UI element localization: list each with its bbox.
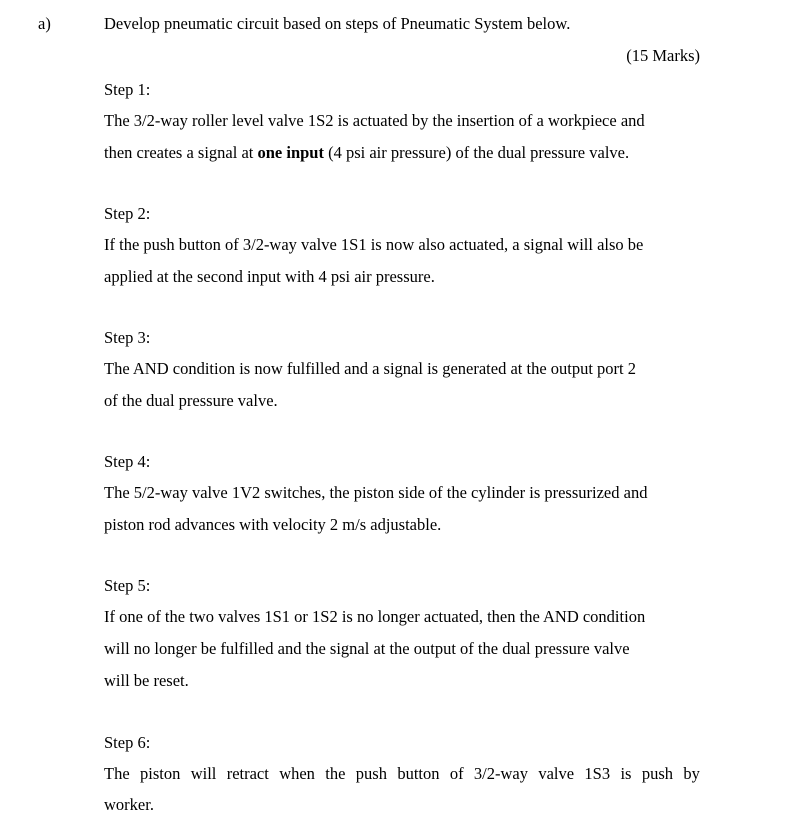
word: when [279,764,315,783]
step-1-line-2 [104,143,629,163]
step-3-line-1: The AND condition is now fulfilled and a signal is generated at the output port 2 [104,359,637,378]
step-5-line-2: will no longer be fulfilled and the signal at the output of the dual pressure valve [104,639,630,658]
step-3-line-2: of the dual pressure valve. [104,391,278,410]
word: 1S3 [584,764,611,783]
step-6-line-2: worker. [104,795,154,814]
word: The [104,764,130,783]
word: retract [226,764,269,783]
word: button [397,764,440,783]
step-5-line-1: If one of the two valves 1S1 or 1S2 is no longer actuated, then the AND condition [104,607,646,626]
word: push [641,764,673,783]
word: of [449,764,464,783]
step-3-title: Step 3: [104,328,151,347]
step-2-title: Step 2: [104,204,151,223]
marks-label: (15 Marks) [626,46,700,65]
word: will [190,764,217,783]
word: is [620,764,632,783]
step-5-title: Step 5: [104,576,151,595]
step-1-line-1: The 3/2-way roller level valve 1S2 is actuated by the insertion of a workpiece and [104,111,645,130]
step-2-line-2: applied at the second input with 4 psi air pressure. [104,267,435,286]
word: 3/2-way [473,764,528,783]
step-2-line-1: If the push button of 3/2-way valve 1S1 is now also actuated, a signal will also be [104,235,644,254]
step-4-title: Step 4: [104,452,151,471]
question-number: a) [38,14,51,33]
step-4-line-1: The 5/2-way valve 1V2 switches, the piston side of the cylinder is pressurized and [104,483,648,502]
step-1-emphasis: one input [257,143,324,162]
word: piston [140,764,181,783]
step-1-title: Step 1: [104,80,151,99]
word: by [683,764,700,783]
step-1-line-2-after: (4 psi air pressure) of the dual pressure valve. [323,143,630,162]
step-4-line-2: piston rod advances with velocity 2 m/s adjustable. [104,515,442,534]
word: push [355,764,387,783]
step-5-line-3: will be reset. [104,671,189,690]
question-intro: Develop pneumatic circuit based on steps of Pneumatic System below. [104,14,571,33]
word: the [325,764,346,783]
step-6-line-1 [104,764,700,784]
step-1-line-2-before: then creates a signal at [104,143,258,162]
word: valve [538,764,575,783]
step-6-title: Step 6: [104,733,151,752]
